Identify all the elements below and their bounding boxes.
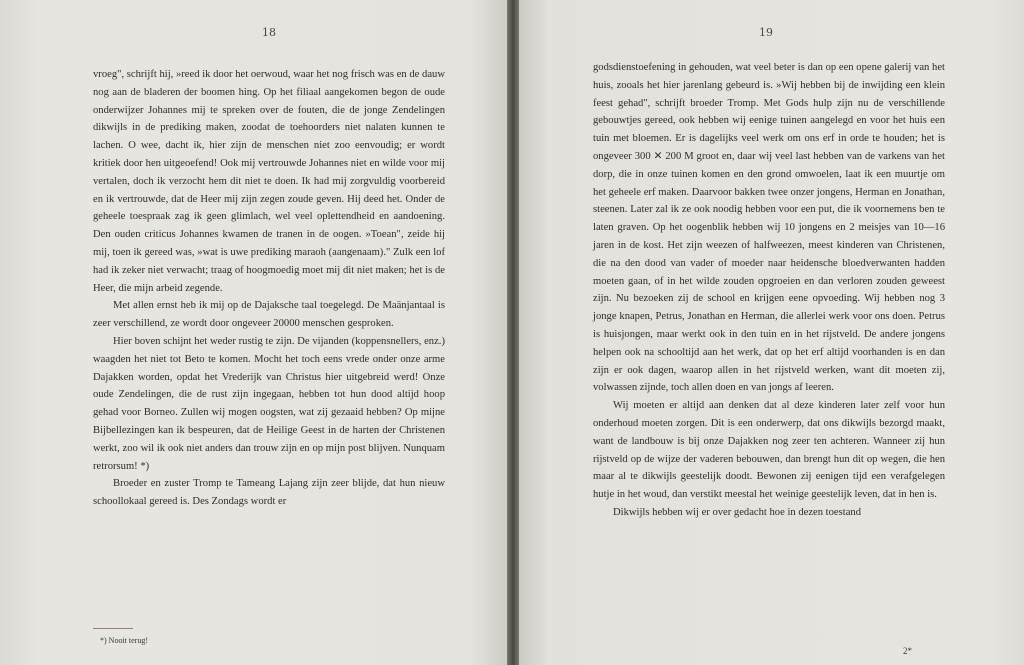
book-gutter [507,0,519,665]
body-text [93,66,445,511]
right-page [519,0,1024,665]
page-number: 19 [759,26,773,39]
left-page [0,0,507,665]
paragraph: Met allen ernst heb ik mij op de Dajaksche taal toegelegd. De Maänjantaal is zeer verschillend, ze wordt door ongeveer 20000 menschen gesproken. [93,300,445,330]
printer-signature: 2* [903,646,912,656]
paragraph: Hier boven schijnt het weder rustig te zijn. De vijanden (koppensnellers, enz.) waagden het niet tot Beto te komen. Mocht het toch eens vrede onder onze arme Dajakken worden, opdat het Vrederijk van Christus hier uitgebreid werd! Onze oude Zendelingen, die de rust zijn ingegaan, hebben tot hun dood altijd hoop gehad voor Borneo. Zullen wij mogen oogsten, wat zij gezaaid hebben? Op mijne Bijbellezingen kan ik bespeuren, dat de Heilige Geest in de harten der Christenen werkt, zoo wil ik ook niet anders dan trouw zijn en op mijn post blijven. Nunquam retrorsum! *) [93,335,445,472]
body-text [593,59,945,522]
paragraph: Dikwijls hebben wij er over gedacht hoe in dezen toestand [613,506,861,518]
paragraph: vroeg", schrijft hij, »reed ik door het oerwoud, waar het nog frisch was en de dauw nog aan de bladeren der boomen hing. Op het filiaal aangekomen begon de oude onderwijzer Johannes mij te spreken over de fouten, die de jonge Zendelingen dikwijls in de prediking maken, zoodat de toehoorders niet nalaten kunnen te lachen. O wee, dacht ik, hier zijn de menschen niet zoo eenvoudig; er wordt kritiek door hen uitgeoefend! Ook mij vertrouwde Johannes niet en wilde voor mij vertalen, doch ik verzocht hem dit niet te doen. Ik had mij zorgvuldig voorbereid en ik vertrouwde, dat de Heer mij zijn zegen zoude geven. Hij deed het. Onder de geheele toespraak zag ik geen glimlach, wel veel oplettendheid en aandoening. Den ouden criticus Johannes kwamen de tranen in de oogen. »Toean", zeide hij mij, toen ik gereed was, »wat is uwe prediking maraoh (aangenaam)." Zulk een lof had ik zeker niet verwacht; traag of hoogmoedig moet mij dit niet maken; het is de Heer, die mijn arbeid zegende. [93,69,445,294]
paragraph: Wij moeten er altijd aan denken dat al deze kinderen later zelf voor hun onderhoud moeten zorgen. Dit is een onderwerp, dat ons dikwijls bezorgd maakt, want de landbouw is bij onze Dajakken nog zeer ten achteren. Wanneer zij hun rijstveld op de wijze der vaderen bebouwen, dan brengt hun dit op wegen, die hen maar al te dikwijls geestelijk doodt. Bewonen zij eenigen tijd een verafgelegen hutje in het woud, dan verstikt meestal het weinige geestelijk leven, dat in hen is. [593,400,945,501]
page-number: 18 [262,26,276,39]
footnote-divider [93,628,133,629]
paragraph: godsdienstoefening in gehouden, wat veel beter is dan op een opene galerij van het huis, zooals het hier jarenlang gebeurd is. »Wij hebben bij de inwijding een klein feest gehad", schrijft broeder Tromp. Met Gods hulp zijn nu de verschillende gebouwtjes gereed, ook hebben wij eenige tuinen aangelegd en voor het huis een tuin met bloemen. Er is dagelijks veel werk om ons erf in orde te houden; het is ongeveer 300 ✕ 200 M groot en, daar wij veel last hebben van de varkens van het dorp, die in onze tuinen komen en den grond omwoelen, laat ik een muurtje om het geheele erf maken. Daarvoor bakken twee onzer jongens, Herman en Jonathan, steenen. Later zal ik ze ook noodig hebben voor een put, die ik voornemens ben te laten graven. Op het oogenblik hebben wij 10 jongens en 2 meisjes van 10—16 jaren in de kost. Het zijn weezen of halfweezen, meest kinderen van Christenen, die na den dood van vader of moeder naar heidensche bloedverwanten hadden moeten gaan, of in het wilde zouden opgroeien en dan verloren zouden geweest zijn. Nu bezoeken zij de school en krijgen eene opvoeding. Wij hebben nog 3 jonge knapen, Petrus, Jonathan en Herman, die allerlei werk voor ons doen. Petrus is huisjongen, maar werkt ook in den tuin en in het rijstveld. De andere jongens helpen ook na schooltijd aan het werk, dat op het erf altijd voorhanden is en dan zijn er ook dagen, waarop allen in het rijstveld werken, want dit moeten zij, volwassen zijnde, toch allen doen en van jongs af leeren. [593,62,945,394]
paragraph: Broeder en zuster Tromp te Tameang Lajang zijn zeer blijde, dat hun nieuw schoollokaal gereed is. Des Zondags wordt er [93,478,445,508]
footnote: *) Nooit terug! [100,636,148,645]
